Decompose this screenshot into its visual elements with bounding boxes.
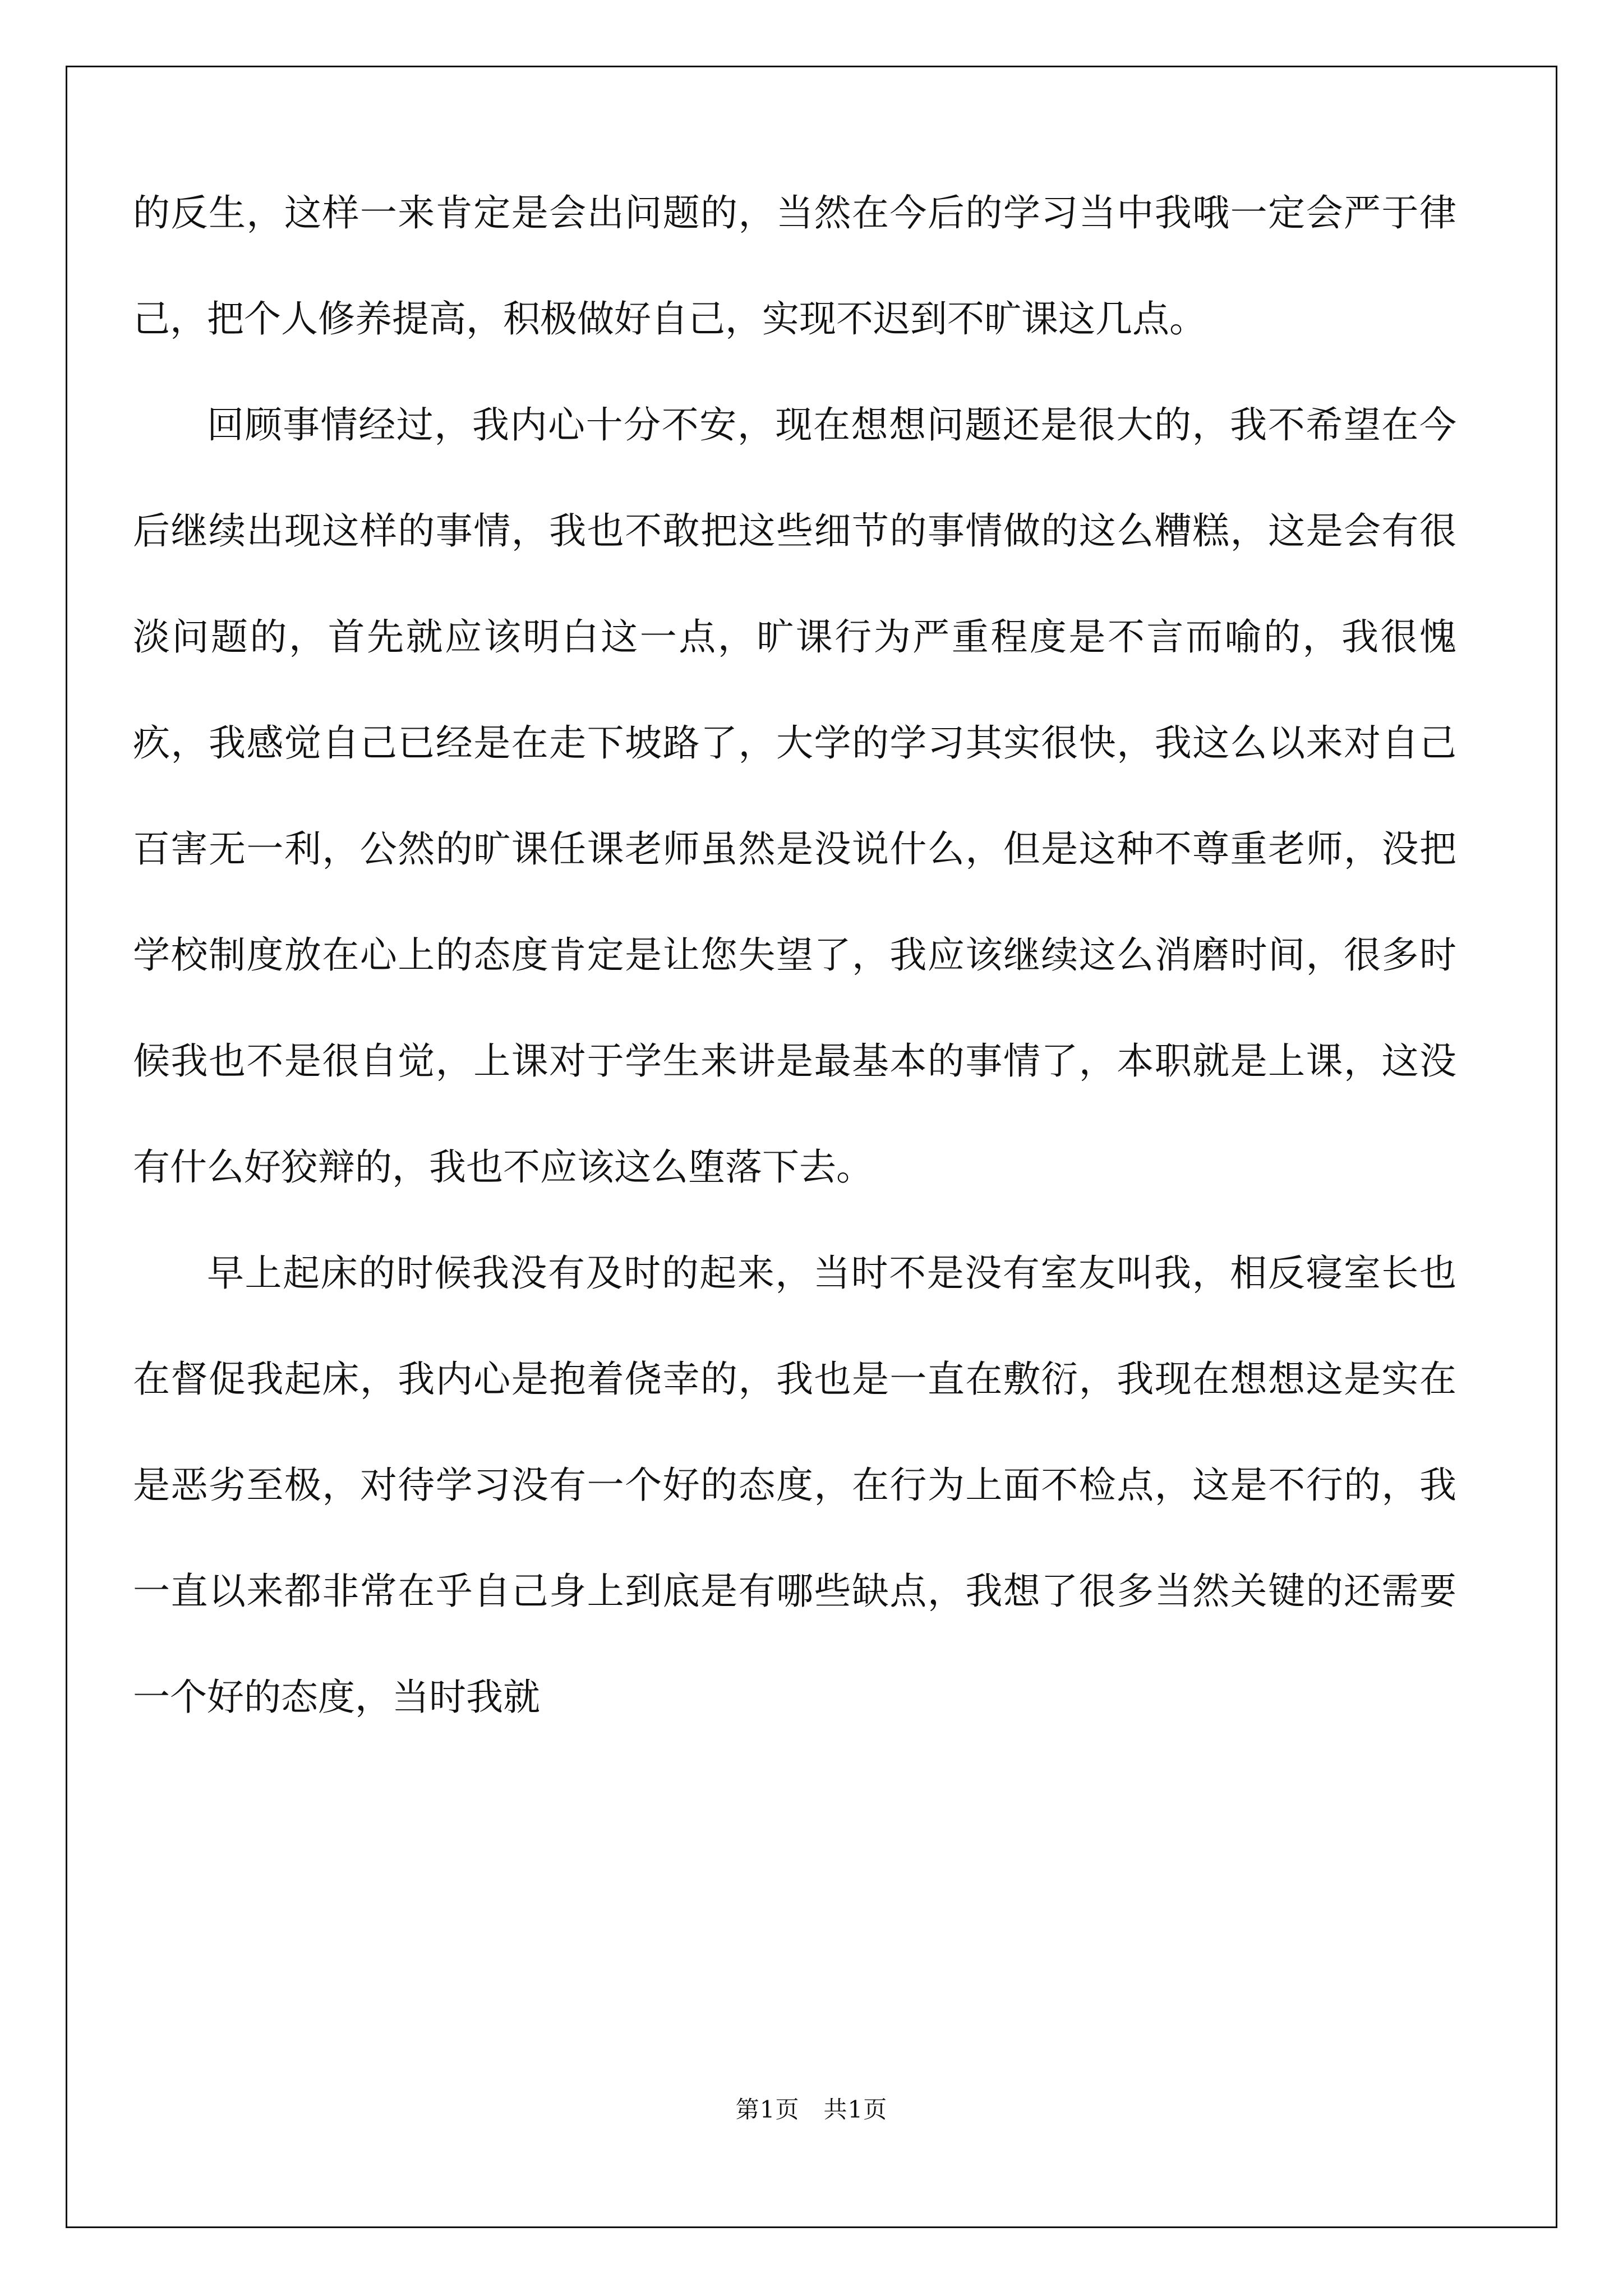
paragraph-1: 的反生，这样一来肯定是会出问题的，当然在今后的学习当中我哦一定会严于律己，把个人修养提高，积极做好自己，实现不迟到不旷课这几点。 xyxy=(133,191,1456,341)
document-body xyxy=(133,160,1456,1750)
page-footer: 第1页 共1页 xyxy=(735,2096,888,2123)
paragraph-2: 回顾事情经过，我内心十分不安，现在想想问题还是很大的，我不希望在今后继续出现这样的事情，我也不敢把这些细节的事情做的这么糟糕，这是会有很淡问题的，首先就应该明白这一点，旷课行为严重程度是不言而喻的，我很愧疚，我感觉自己已经是在走下坡路了，大学的学习其实很快，我这么以来对自己百害无一利，公然的旷课任课老师虽然是没说什么，但是这种不尊重老师，没把学校制度放在心上的态度肯定是让您失望了，我应该继续这么消磨时间，很多时候我也不是很自觉，上课对于学生来讲是最基本的事情了，本职就是上课，这没有什么好狡辩的，我也不应该这么堕落下去。 xyxy=(133,403,1456,1189)
paragraph-3: 早上起床的时候我没有及时的起来，当时不是没有室友叫我，相反寝室长也在督促我起床，我内心是抱着侥幸的，我也是一直在敷衍，我现在想想这是实在是恶劣至极，对待学习没有一个好的态度，在行为上面不检点，这是不行的，我一直以来都非常在乎自己身上到底是有哪些缺点，我想了很多当然关键的还需要一个好的态度，当时我就 xyxy=(133,1251,1456,1719)
